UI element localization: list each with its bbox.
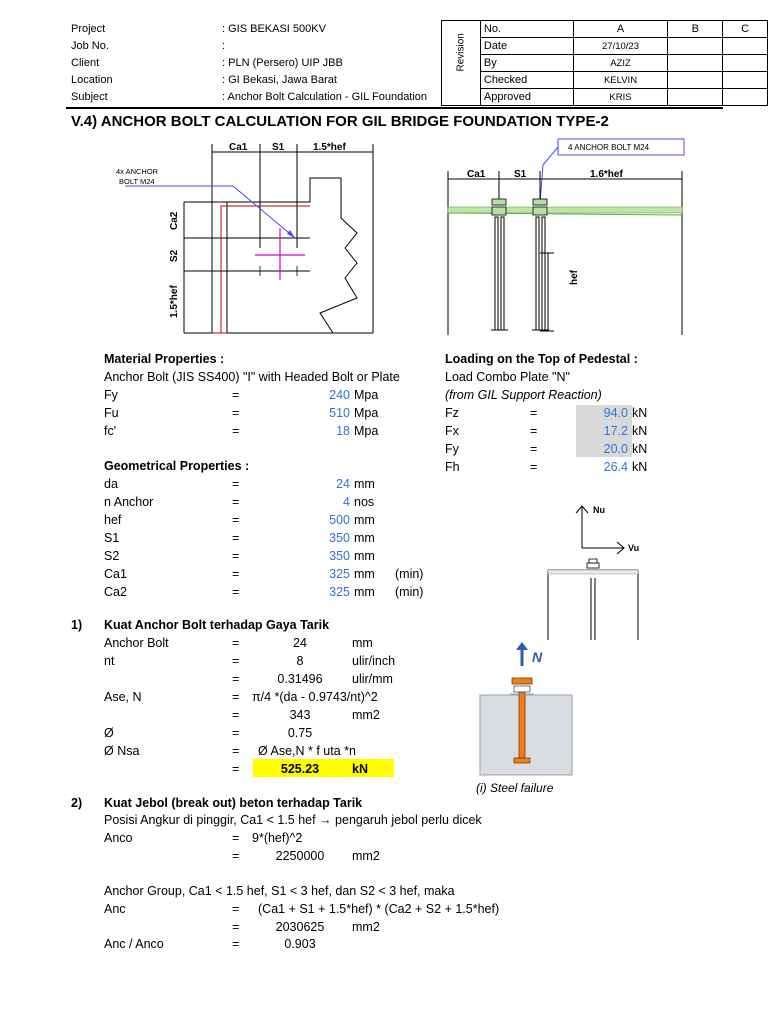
revision-cell <box>723 72 768 89</box>
vu-label: Vu <box>628 543 640 553</box>
client-value: : PLN (Persero) UIP JBB <box>222 57 343 69</box>
geometry-name: da <box>104 477 118 491</box>
geometry-note: (min) <box>395 567 424 581</box>
geometry-eq: = <box>232 531 240 545</box>
geometry-value: 325 <box>329 585 350 599</box>
section-dim-ca1: Ca1 <box>467 169 486 180</box>
load-unit: kN <box>632 460 648 474</box>
calc-eq: = <box>232 636 240 650</box>
material-heading: Material Properties : <box>104 352 225 366</box>
revision-col-c: C <box>723 21 768 38</box>
calc-unit: mm <box>352 636 373 650</box>
geometry-name: S2 <box>104 549 120 563</box>
geometry-name: Ca1 <box>104 567 127 581</box>
load-unit: kN <box>632 424 648 438</box>
section-1-number: 1) <box>71 618 83 632</box>
geometry-eq: = <box>232 567 240 581</box>
load-eq: = <box>530 460 538 474</box>
material-name: Fy <box>104 388 118 402</box>
ratio-value: 0.903 <box>284 937 316 951</box>
revision-cell <box>723 38 768 55</box>
revision-cell <box>668 72 723 89</box>
calc-value: 343 <box>289 708 311 722</box>
anco-unit: mm2 <box>352 849 380 863</box>
anc-formula: (Ca1 + S1 + 1.5*hef) * (Ca2 + S2 + 1.5*hef) <box>258 902 500 916</box>
load-combo: Load Combo Plate "N" <box>445 370 570 384</box>
calc-eq: = <box>232 708 240 722</box>
calc-eq: = <box>232 744 240 758</box>
subject-value: : Anchor Bolt Calculation - GIL Foundation <box>222 91 428 103</box>
geometry-unit: mm <box>354 567 375 581</box>
plan-callout-line1: 4x ANCHOR <box>116 167 159 176</box>
load-eq: = <box>530 424 538 438</box>
geometry-value: 350 <box>329 549 350 563</box>
revision-row-label: Checked <box>480 72 573 89</box>
revision-cell <box>723 55 768 72</box>
anc-label: Anc <box>104 902 126 916</box>
geometry-name: n Anchor <box>104 495 154 509</box>
nsa-result-value: 525.23 <box>280 762 320 776</box>
nsa-result-unit: kN <box>352 762 368 776</box>
calc-eq: = <box>232 849 240 863</box>
material-eq: = <box>232 406 240 420</box>
client-label: Client <box>71 57 100 69</box>
location-label: Location <box>71 74 113 86</box>
job-value: : <box>222 40 226 52</box>
plan-dim-15hef: 1.5*hef <box>313 142 346 153</box>
bolt-description: Anchor Bolt (JIS SS400) "I" with Headed Bolt or Plate <box>104 370 400 384</box>
geometry-name: Ca2 <box>104 585 127 599</box>
revision-row-label: By <box>480 55 573 72</box>
load-name: Fz <box>445 406 459 420</box>
section-1-heading: Kuat Anchor Bolt terhadap Gaya Tarik <box>104 618 330 632</box>
geometry-value: 4 <box>343 495 350 509</box>
calc-formula: Ø Ase,N * f uta *n <box>258 744 356 758</box>
force-diagram <box>540 500 650 642</box>
plan-dim-ca1: Ca1 <box>229 142 248 153</box>
section-2-heading: Kuat Jebol (break out) beton terhadap Tarik <box>104 796 363 810</box>
geometry-name: S1 <box>104 531 120 545</box>
header-rule <box>66 107 723 109</box>
calc-eq: = <box>232 937 240 951</box>
geometry-unit: mm <box>354 513 375 527</box>
calc-value: 24 <box>293 636 307 650</box>
material-value: 510 <box>329 406 350 420</box>
geometry-name: hef <box>104 513 122 527</box>
anco-formula: 9*(hef)^2 <box>252 831 303 845</box>
calc-value: 8 <box>296 654 304 668</box>
geometry-unit: mm <box>354 549 375 563</box>
material-name: fc' <box>104 424 117 438</box>
revision-cell <box>668 89 723 106</box>
calc-formula: π/4 *(da - 0.9743/nt)^2 <box>252 690 378 704</box>
geometry-heading: Geometrical Properties : <box>104 459 250 473</box>
revision-no-header: No. <box>480 21 573 38</box>
plan-dim-ca2: Ca2 <box>169 211 180 230</box>
calc-eq: = <box>232 831 240 845</box>
load-value: 20.0 <box>603 442 628 456</box>
load-value: 94.0 <box>603 406 628 420</box>
project-label: Project <box>71 23 106 35</box>
revision-col-b: B <box>668 21 723 38</box>
load-note: (from GIL Support Reaction) <box>445 388 602 402</box>
geometry-eq: = <box>232 585 240 599</box>
anc-unit: mm2 <box>352 920 380 934</box>
calc-name: Anchor Bolt <box>104 636 169 650</box>
calc-eq: = <box>232 672 240 686</box>
geometry-value: 24 <box>336 477 350 491</box>
section-2-note: Posisi Angkur di pinggir, Ca1 < 1.5 hef → pengaruh jebol perlu dicek <box>104 813 482 827</box>
geometry-unit: mm <box>354 531 375 545</box>
location-value: : GI Bekasi, Jawa Barat <box>222 74 337 86</box>
calc-name: nt <box>104 654 115 668</box>
geometry-unit: mm <box>354 477 375 491</box>
steel-failure-diagram <box>470 640 580 800</box>
plan-drawing <box>105 138 390 343</box>
calc-eq: = <box>232 902 240 916</box>
plan-dim-s1: S1 <box>272 142 285 153</box>
calc-eq: = <box>232 654 240 668</box>
material-unit: Mpa <box>354 424 379 438</box>
project-value: : GIS BEKASI 500KV <box>222 23 326 35</box>
calc-name: Ase, N <box>104 690 142 704</box>
geometry-value: 325 <box>329 567 350 581</box>
calc-unit: mm2 <box>352 708 380 722</box>
geometry-eq: = <box>232 495 240 509</box>
revision-cell <box>668 38 723 55</box>
calc-eq: = <box>232 920 240 934</box>
geometry-eq: = <box>232 477 240 491</box>
plan-dim-15hef-vert: 1.5*hef <box>169 285 180 318</box>
geometry-value: 500 <box>329 513 350 527</box>
calc-unit: ulir/mm <box>352 672 393 686</box>
revision-side-cell <box>442 21 481 106</box>
revision-cell: AZIZ <box>573 55 668 72</box>
material-unit: Mpa <box>354 406 379 420</box>
revision-cell: 27/10/23 <box>573 38 668 55</box>
section-drawing <box>440 135 690 345</box>
calc-name: Ø <box>104 726 114 740</box>
section-2-number: 2) <box>71 796 83 810</box>
load-name: Fx <box>445 424 459 438</box>
calc-name: Ø Nsa <box>104 744 140 758</box>
geometry-eq: = <box>232 549 240 563</box>
subject-label: Subject <box>71 91 108 103</box>
section-dim-16hef: 1.6*hef <box>590 169 623 180</box>
load-name: Fy <box>445 442 459 456</box>
revision-cell: KRIS <box>573 89 668 106</box>
geometry-unit: nos <box>354 495 375 509</box>
anco-label: Anco <box>104 831 133 845</box>
material-eq: = <box>232 388 240 402</box>
n-force-label: N <box>532 649 543 665</box>
plan-callout-leader <box>125 186 295 238</box>
group-note: Anchor Group, Ca1 < 1.5 hef, S1 < 3 hef, dan S2 < 3 hef, maka <box>104 884 455 898</box>
anc-value: 2030625 <box>275 920 325 934</box>
load-eq: = <box>530 442 538 456</box>
plan-dim-s2: S2 <box>169 249 180 262</box>
revision-col-a: A <box>573 21 668 38</box>
load-eq: = <box>530 406 538 420</box>
material-name: Fu <box>104 406 119 420</box>
job-label: Job No. <box>71 40 109 52</box>
calc-eq: = <box>232 726 240 740</box>
geometry-value: 350 <box>329 531 350 545</box>
load-unit: kN <box>632 406 648 420</box>
calc-unit: ulir/inch <box>352 654 396 668</box>
load-value: 17.2 <box>603 424 628 438</box>
steel-failure-caption: (i) Steel failure <box>476 781 554 795</box>
revision-row-label: Approved <box>480 89 573 106</box>
calc-value: 0.75 <box>287 726 313 740</box>
material-unit: Mpa <box>354 388 379 402</box>
nu-label: Nu <box>593 505 605 515</box>
load-name: Fh <box>445 460 460 474</box>
revision-side-label: Revision <box>455 32 467 71</box>
geometry-note: (min) <box>395 585 424 599</box>
ratio-label: Anc / Anco <box>104 937 164 951</box>
revision-cell <box>723 89 768 106</box>
anco-value: 2250000 <box>275 849 325 863</box>
material-value: 240 <box>329 388 350 402</box>
revision-cell: KELVIN <box>573 72 668 89</box>
section-dim-s1: S1 <box>514 169 527 180</box>
geometry-unit: mm <box>354 585 375 599</box>
revision-table <box>441 20 768 106</box>
calc-value: 0.31496 <box>277 672 323 686</box>
loading-heading: Loading on the Top of Pedestal : <box>445 352 638 366</box>
load-value: 26.4 <box>603 460 628 474</box>
material-eq: = <box>232 424 240 438</box>
material-value: 18 <box>336 424 350 438</box>
load-unit: kN <box>632 442 648 456</box>
section-callout: 4 ANCHOR BOLT M24 <box>568 143 650 152</box>
geometry-eq: = <box>232 513 240 527</box>
plan-callout-line2: BOLT M24 <box>119 177 155 186</box>
calc-eq: = <box>232 762 240 776</box>
calc-eq: = <box>232 690 240 704</box>
revision-row-label: Date <box>480 38 573 55</box>
page-title: V.4) ANCHOR BOLT CALCULATION FOR GIL BRIDGE FOUNDATION TYPE-2 <box>71 113 609 130</box>
section-dim-hef: hef <box>569 270 580 285</box>
revision-cell <box>668 55 723 72</box>
